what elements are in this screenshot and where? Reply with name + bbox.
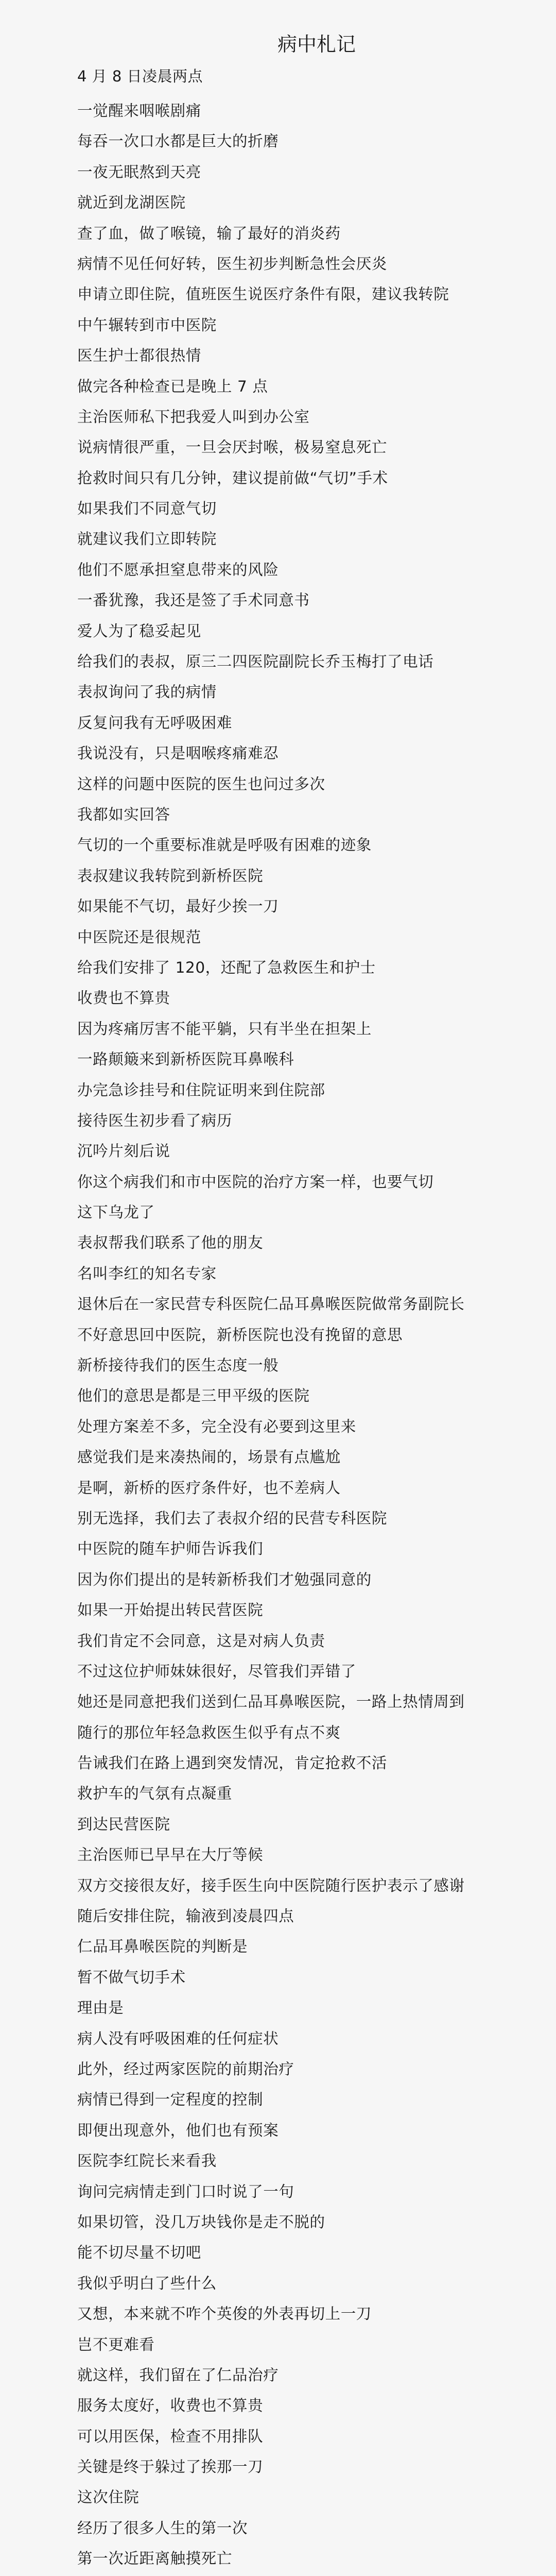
text-line: 就近到龙湖医院 <box>77 194 186 212</box>
text-line: 到达民营医院 <box>77 1815 170 1833</box>
text-line: 说病情很严重，一旦会厌封喉，极易窒息死亡 <box>77 438 388 456</box>
text-line: 如果切管，没几万块钱你是走不脱的 <box>77 2213 325 2231</box>
text-line: 如果一开始提出转民营医院 <box>77 1601 264 1619</box>
text-line: 他们不愿承担窒息带来的风险 <box>77 561 279 579</box>
text-line: 此外，经过两家医院的前期治疗 <box>77 2060 294 2078</box>
text-line: 因为你们提出的是转新桥我们才勉强同意的 <box>77 1570 372 1588</box>
text-line: 查了血，做了喉镜，输了最好的消炎药 <box>77 224 341 242</box>
text-line: 主治医师已早早在大厅等候 <box>77 1846 264 1864</box>
text-line: 能不切尽量不切吧 <box>77 2244 201 2262</box>
text-line: 表叔询问了我的病情 <box>77 683 217 701</box>
text-lines <box>77 96 556 2576</box>
text-line: 岂不更难看 <box>77 2335 155 2353</box>
text-line: 办完急诊挂号和住院证明来到住院部 <box>77 1081 325 1099</box>
text-line: 关键是终于躲过了挨那一刀 <box>77 2458 264 2476</box>
text-line: 申请立即住院，值班医生说医疗条件有限，建议我转院 <box>77 285 449 303</box>
text-line: 一觉醒来咽喉剧痛 <box>77 102 201 120</box>
text-line: 病人没有呼吸困难的任何症状 <box>77 2029 279 2047</box>
text-line: 你这个病我们和市中医院的治疗方案一样，也要气切 <box>77 1173 434 1191</box>
text-line: 一夜无眠熬到天亮 <box>77 163 201 181</box>
text-line: 暂不做气切手术 <box>77 1968 186 1986</box>
text-line: 即便出现意外，他们也有预案 <box>77 2121 279 2139</box>
text-line: 沉吟片刻后说 <box>77 1142 170 1160</box>
text-line: 爱人为了稳妥起见 <box>77 622 201 640</box>
text-line: 新桥接待我们的医生态度一般 <box>77 1357 279 1375</box>
text-line: 他们的意思是都是三甲平级的医院 <box>77 1387 310 1405</box>
text-line: 处理方案差不多，完全没有必要到这里来 <box>77 1417 356 1435</box>
text-line: 我说没有，只是咽喉疼痛难忍 <box>77 744 279 762</box>
text-line: 中医院还是很规范 <box>77 928 201 946</box>
text-line: 我都如实回答 <box>77 805 170 823</box>
text-line: 随行的那位年轻急救医生似乎有点不爽 <box>77 1723 341 1741</box>
text-line: 退休后在一家民营专科医院仁品耳鼻喉医院做常务副院长 <box>77 1295 465 1313</box>
text-line: 医生护士都很热情 <box>77 347 201 365</box>
text-line: 医院李红院长来看我 <box>77 2152 217 2170</box>
text-line: 就建议我们立即转院 <box>77 530 217 548</box>
text-line: 表叔帮我们联系了他的朋友 <box>77 1234 264 1252</box>
text-line: 收费也不算贵 <box>77 989 170 1007</box>
text-line: 救护车的气氛有点凝重 <box>77 1785 233 1803</box>
text-line: 气切的一个重要标准就是呼吸有困难的迹象 <box>77 836 372 854</box>
text-line: 又想，本来就不咋个英俊的外表再切上一刀 <box>77 2305 372 2323</box>
text-line: 别无选择，我们去了表叔介绍的民营专科医院 <box>77 1509 388 1527</box>
text-line: 接待医生初步看了病历 <box>77 1111 233 1129</box>
text-line: 一番犹豫，我还是签了手术同意书 <box>77 591 310 609</box>
text-line: 不好意思回中医院，新桥医院也没有挽留的意思 <box>77 1326 403 1344</box>
text-line: 因为疼痛厉害不能平躺，只有半坐在担架上 <box>77 1020 372 1038</box>
text-line: 这次住院 <box>77 2488 140 2506</box>
text-line: 我似乎明白了些什么 <box>77 2274 217 2292</box>
text-line: 病情已得到一定程度的控制 <box>77 2091 264 2109</box>
text-line: 第一次近距离触摸死亡 <box>77 2550 233 2568</box>
text-line: 这样的问题中医院的医生也问过多次 <box>77 775 325 793</box>
date-line: 4 月 8 日凌晨两点 <box>77 67 203 85</box>
text-line: 双方交接很友好，接手医生向中医院随行医护表示了感谢 <box>77 1876 465 1894</box>
text-line: 名叫李红的知名专家 <box>77 1264 217 1282</box>
text-line <box>77 2574 556 2576</box>
text-line: 做完各种检查已是晚上 7 点 <box>77 377 268 395</box>
text-line: 反复问我有无呼吸困难 <box>77 714 233 732</box>
text-line: 中午辗转到市中医院 <box>77 316 217 334</box>
text-line: 表叔建议我转院到新桥医院 <box>77 867 264 885</box>
text-line: 她还是同意把我们送到仁品耳鼻喉医院，一路上热情周到 <box>77 1693 465 1711</box>
text-line: 询问完病情走到门口时说了一句 <box>77 2182 294 2200</box>
text-line: 不过这位护师妹妹很好，尽管我们弄错了 <box>77 1662 356 1680</box>
text-line: 中医院的随车护师告诉我们 <box>77 1540 264 1558</box>
text-line: 经历了很多人生的第一次 <box>77 2519 248 2537</box>
text-line: 告诫我们在路上遇到突发情况，肯定抢救不活 <box>77 1754 388 1772</box>
text-line: 理由是 <box>77 1999 124 2017</box>
text-line: 我们肯定不会同意，这是对病人负责 <box>77 1632 325 1650</box>
text-line: 每吞一次口水都是巨大的折磨 <box>77 132 279 150</box>
text-line: 给我们安排了 120，还配了急救医生和护士 <box>77 958 376 976</box>
document-title: 病中札记 <box>277 33 356 56</box>
text-line: 病情不见任何好转，医生初步判断急性会厌炎 <box>77 255 388 273</box>
text-line: 是啊，新桥的医疗条件好，也不差病人 <box>77 1479 341 1497</box>
text-line: 如果能不气切，最好少挨一刀 <box>77 897 279 916</box>
text-line: 抢救时间只有几分钟，建议提前做“气切”手术 <box>77 469 388 487</box>
text-line: 服务太度好，收费也不算贵 <box>77 2397 264 2415</box>
text-line: 感觉我们是来凑热闹的，场景有点尴尬 <box>77 1448 341 1466</box>
text-line: 可以用医保，检查不用排队 <box>77 2427 264 2445</box>
text-line: 仁品耳鼻喉医院的判断是 <box>77 1938 248 1956</box>
text-line: 随后安排住院，输液到凌晨四点 <box>77 1907 294 1925</box>
text-line: 这下乌龙了 <box>77 1204 155 1222</box>
text-line: 一路颠簸来到新桥医院耳鼻喉科 <box>77 1050 294 1069</box>
text-line: 主治医师私下把我爱人叫到办公室 <box>77 408 310 426</box>
text-line: 如果我们不同意气切 <box>77 500 217 518</box>
text-line: 就这样，我们留在了仁品治疗 <box>77 2366 279 2384</box>
text-line: 给我们的表叔，原三二四医院副院长乔玉梅打了电话 <box>77 653 434 671</box>
